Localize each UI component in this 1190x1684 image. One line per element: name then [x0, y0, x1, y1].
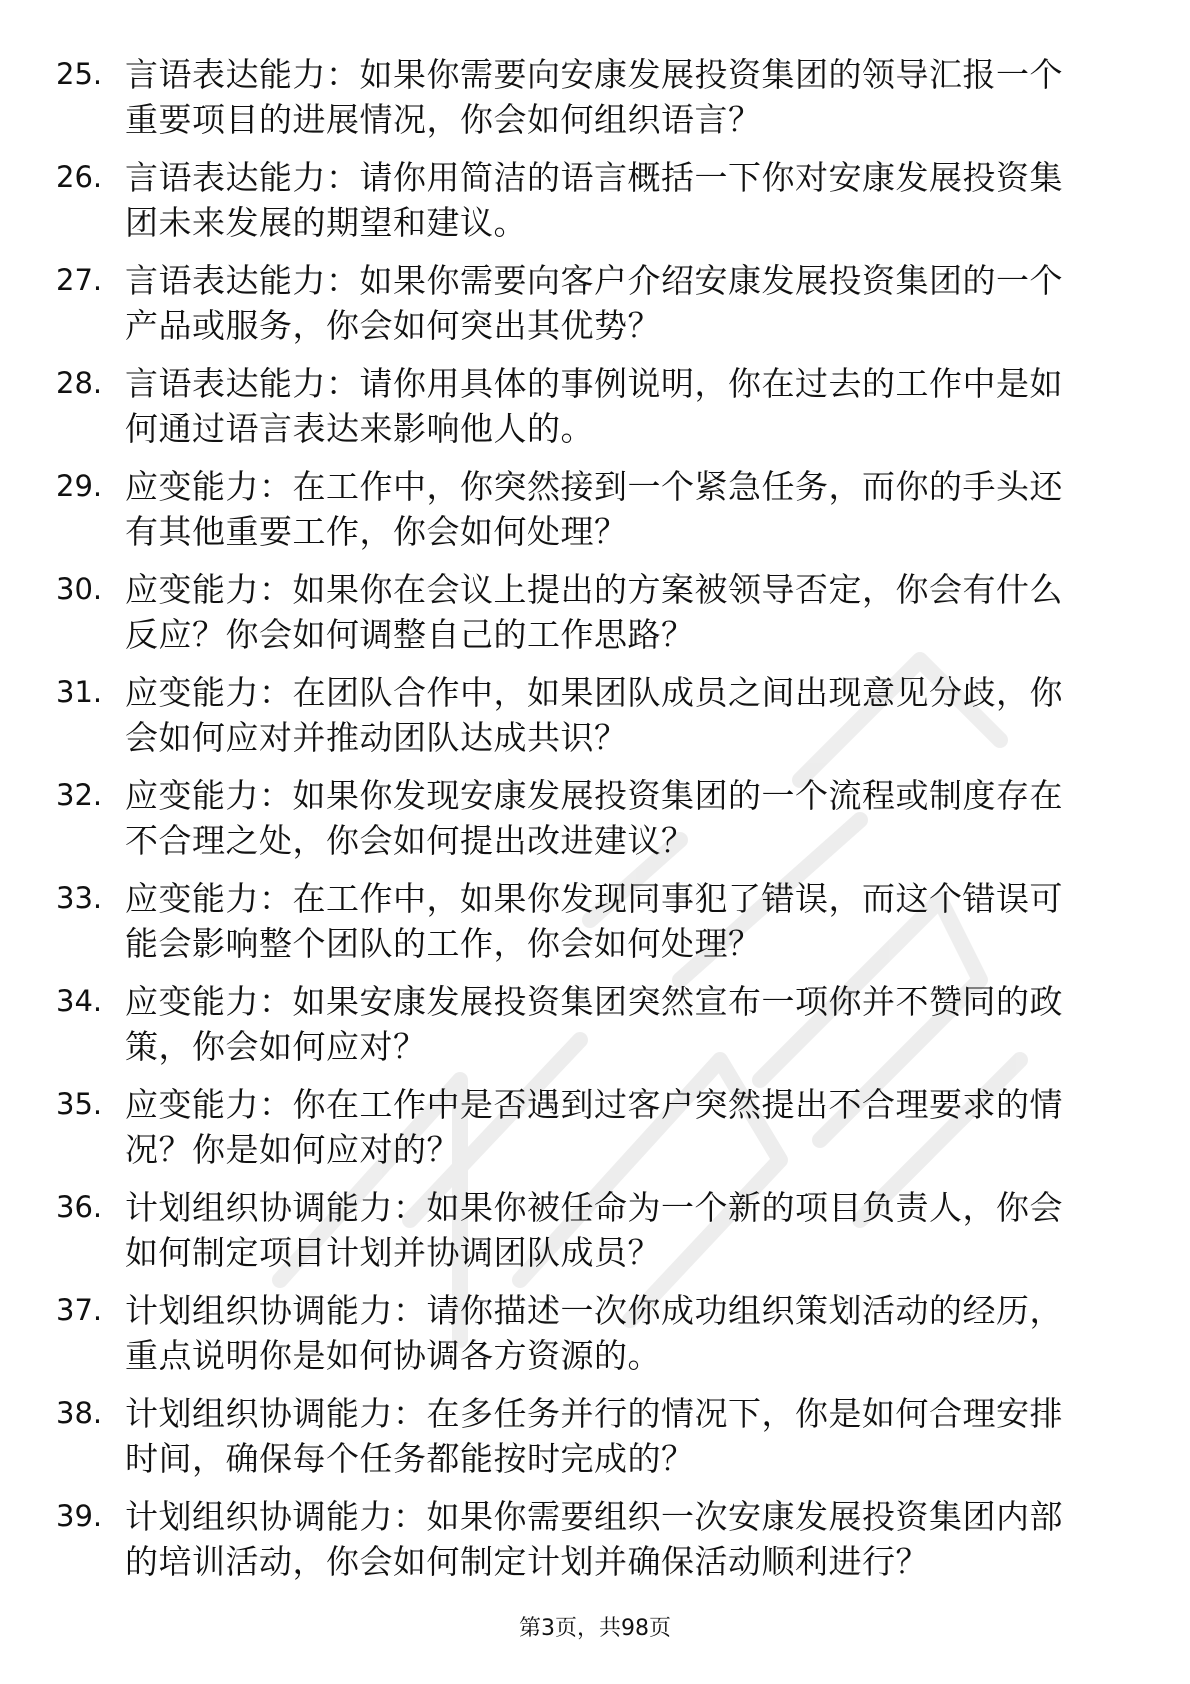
question-item [0, 361, 1190, 464]
question-number: 29. [56, 469, 103, 503]
question-number: 31. [56, 675, 103, 709]
question-number: 28. [56, 366, 103, 400]
question-number: 39. [56, 1499, 103, 1533]
question-text: 言语表达能力：如果你需要向客户介绍安康发展投资集团的一个 产品或服务，你会如何突出其优势？ [125, 261, 1063, 345]
question-item [0, 258, 1190, 361]
question-text: 计划组织协调能力：请你描述一次你成功组织策划活动的经历， 重点说明你是如何协调各方资源的。 [125, 1291, 1063, 1375]
question-text: 计划组织协调能力：如果你被任命为一个新的项目负责人，你会 如何制定项目计划并协调团队成员？ [125, 1188, 1063, 1272]
question-number: 36. [56, 1190, 103, 1224]
question-text: 应变能力：如果你发现安康发展投资集团的一个流程或制度存在 不合理之处，你会如何提出改进建议？ [125, 776, 1063, 860]
question-item [0, 1391, 1190, 1494]
question-item [0, 670, 1190, 773]
question-item [0, 1494, 1190, 1597]
question-text: 计划组织协调能力：如果你需要组织一次安康发展投资集团内部 的培训活动，你会如何制定计划并确保活动顺利进行？ [125, 1497, 1063, 1581]
question-text: 应变能力：在工作中，你突然接到一个紧急任务，而你的手头还 有其他重要工作，你会如何处理？ [125, 467, 1063, 551]
question-number: 38. [56, 1396, 103, 1430]
question-item [0, 1185, 1190, 1288]
page-number-footer: 第3页，共98页 [519, 1616, 671, 1641]
question-text: 应变能力：如果你在会议上提出的方案被领导否定，你会有什么 反应？你会如何调整自己的工作思路？ [125, 570, 1063, 654]
question-number: 34. [56, 984, 103, 1018]
question-text: 应变能力：你在工作中是否遇到过客户突然提出不合理要求的情 况？你是如何应对的？ [125, 1085, 1063, 1169]
question-number: 26. [56, 160, 103, 194]
question-text: 言语表达能力：如果你需要向安康发展投资集团的领导汇报一个 重要项目的进展情况，你会如何组织语言？ [125, 55, 1063, 139]
question-item [0, 567, 1190, 670]
question-text: 言语表达能力：请你用简洁的语言概括一下你对安康发展投资集 团未来发展的期望和建议。 [125, 158, 1063, 242]
question-number: 27. [56, 263, 103, 297]
question-number: 30. [56, 572, 103, 606]
question-item [0, 155, 1190, 258]
question-item [0, 464, 1190, 567]
question-item [0, 1288, 1190, 1391]
question-item [0, 52, 1190, 155]
question-number: 33. [56, 881, 103, 915]
question-text: 应变能力：如果安康发展投资集团突然宣布一项你并不赞同的政 策，你会如何应对？ [125, 982, 1063, 1066]
question-text: 计划组织协调能力：在多任务并行的情况下，你是如何合理安排 时间，确保每个任务都能按时完成的？ [125, 1394, 1063, 1478]
question-item [0, 979, 1190, 1082]
question-list [0, 52, 1190, 1597]
question-text: 应变能力：在团队合作中，如果团队成员之间出现意见分歧，你 会如何应对并推动团队达成共识？ [125, 673, 1063, 757]
question-number: 32. [56, 778, 103, 812]
question-item [0, 876, 1190, 979]
question-number: 25. [56, 57, 103, 91]
question-item [0, 773, 1190, 876]
question-text: 言语表达能力：请你用具体的事例说明，你在过去的工作中是如 何通过语言表达来影响他人的。 [125, 364, 1063, 448]
question-number: 35. [56, 1087, 103, 1121]
question-number: 37. [56, 1293, 103, 1327]
question-item [0, 1082, 1190, 1185]
question-text: 应变能力：在工作中，如果你发现同事犯了错误，而这个错误可 能会影响整个团队的工作，你会如何处理？ [125, 879, 1063, 963]
